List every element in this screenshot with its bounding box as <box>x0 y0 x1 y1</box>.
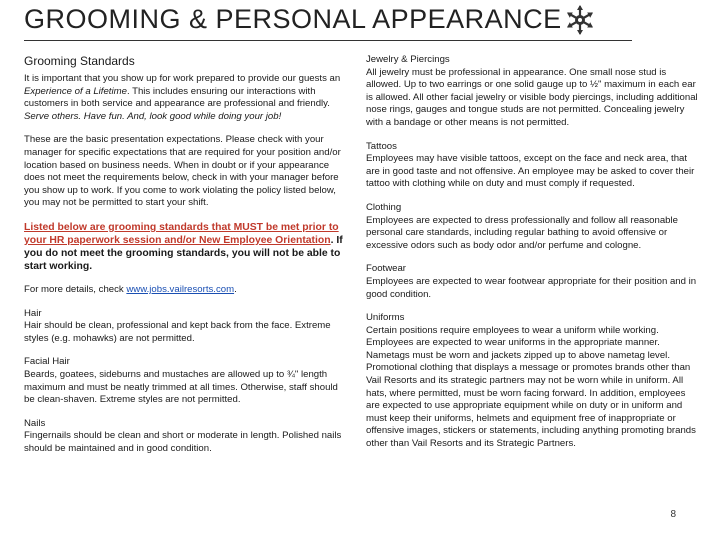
notice-rest-text: . If you do not meet the grooming standards, you will not be able to start working. <box>24 234 343 272</box>
hair-body: Hair should be clean, professional and kept back from the face. Extreme styles (e.g. mohawks) are not permitted. <box>24 320 331 344</box>
footwear-section <box>366 263 700 301</box>
jewelry-section <box>366 54 700 130</box>
jobs-link[interactable]: www.jobs.vailresorts.com <box>126 283 235 295</box>
jewelry-title: Jewelry & Piercings <box>366 54 450 65</box>
footwear-title: Footwear <box>366 263 406 275</box>
uniforms-section <box>366 312 700 451</box>
clothing-title: Clothing <box>366 201 402 213</box>
clothing-section <box>366 202 700 252</box>
tattoos-title: Tattoos <box>366 140 397 152</box>
tattoos-body: Employees may have visible tattoos, except on the face and neck area, that are in good taste and not offensive. An employee may be asked to cover their tattoo with clothing while on duty and must comply if requested. <box>366 153 695 190</box>
nails-body: Fingernails should be clean and short or moderate in length. Polished nails should be maintained and in good condition. <box>24 430 342 454</box>
nails-title: Nails <box>24 417 46 429</box>
intro-text-1: It is important that you show up for work prepared to provide our guests an <box>24 73 341 84</box>
grooming-standards-heading: Grooming Standards <box>24 54 135 68</box>
details-text: For more details, check <box>24 283 127 295</box>
intro-emphasis: Experience of a Lifetime <box>24 85 127 97</box>
clothing-body: Employees are expected to dress professionally and follow all reasonable personal care standards, including regular bathing to avoid offensive or excessive odors such as body odor and/or perfume and cologne. <box>366 214 678 251</box>
left-column <box>24 54 346 466</box>
tattoos-section <box>366 141 700 191</box>
hair-section <box>24 308 346 346</box>
footwear-body: Employees are expected to wear footwear appropriate for their position and in good condition. <box>366 275 697 300</box>
intro-emphasis-2: Serve others. Have fun. And, look good while doing your job! <box>24 110 282 122</box>
notice-red-text: Listed below are grooming standards that MUST be met prior to your HR paperwork session and/or New Employee Orientation <box>24 221 339 246</box>
nails-section <box>24 418 346 456</box>
title-divider <box>24 40 632 41</box>
intro-paragraph <box>24 73 346 123</box>
facial-hair-section <box>24 356 346 406</box>
uniforms-body: Certain positions require employees to wear a uniform while working. Employees are expected to wear uniforms in the appropriate manner. Nametags must be worn and jackets zipped up to above nametag level. Promotional clothing that displays a message or promotes brands other than Vail Resorts and its strategic partners may not be worn while in uniform. All hats, where permitted, must be worn facing forward. In addition, employees are expected to use appropriate equipment while on duty or in uniform and must keep their uniforms, helmets and equipment free of inappropriate or offensive images, stickers or statements, including anything promoting brands other than Vail Resorts and its Strategic Partners. <box>366 324 696 450</box>
details-end: . <box>234 283 237 295</box>
uniforms-title: Uniforms <box>366 312 405 324</box>
details-paragraph <box>24 284 346 297</box>
intro-text-2: . This includes ensuring our interactions with customers in both service and appearance are professional and friendly. <box>24 85 330 110</box>
jewelry-body: All jewelry must be professional in appearance. One small nose stud is allowed. Up to two earrings or one solid gauge up to ½" maximum in each ear is allowed. All other facial jewelry or visible body piercings, including additional nose rings, gauges and tongue studs are not permitted. Concealing jewelry with a bandage or other means is not permitted. <box>366 66 698 128</box>
snowflake-logo-icon <box>564 4 596 36</box>
facial-hair-title: Facial Hair <box>24 356 70 368</box>
right-column <box>366 54 700 462</box>
page-title: GROOMING & PERSONAL APPEARANCE <box>24 4 562 34</box>
facial-hair-body: Beards, goatees, sideburns and mustaches are allowed up to ¾" length maximum and must be neatly trimmed at all times. Otherwise, staff should be clean-shaven. Extreme styles are not permitted. <box>24 368 338 406</box>
page-number: 8 <box>670 509 676 520</box>
basics-paragraph: These are the basic presentation expectations. Please check with your manager for specific expectations that are required for your position and/or location based on business needs. When in doubt or if your appearance does not meet the requirements below, check in with your manager before you show up to work. If you come to work violating the policy listed below, you may not be permitted to start your shift. <box>24 134 341 209</box>
notice-paragraph <box>24 221 346 273</box>
hair-title: Hair <box>24 307 42 319</box>
